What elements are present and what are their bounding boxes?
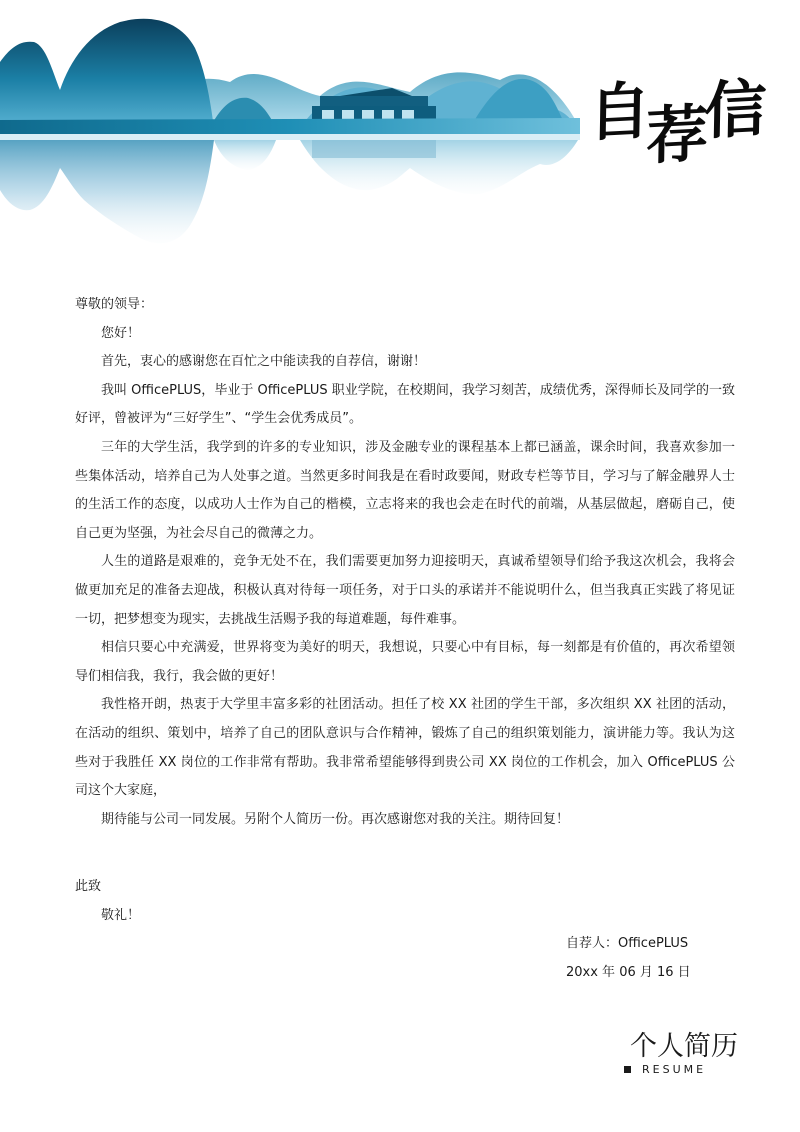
logo-cn-text: 个人简历 (630, 1031, 738, 1062)
paragraph: 三年的大学生活，我学到的许多的专业知识，涉及金融专业的课程基本上都已涵盖，课余时间，我喜欢参加一些集体活动，培养自己为人处事之道。当然更多时间我是在看时政要闻，财政专栏等节目，学习与了解金融界人士的生活工作的态度，以成功人士作为自己的楷模，立志将来的我也会走在时代的前端，从基层做起，磨砺自己，使自己更为坚强，为社会尽自己的微薄之力。 (75, 439, 735, 541)
signature-date: 20xx 年 06 月 16 日 (566, 964, 691, 980)
title-glyph: 自 (588, 73, 648, 150)
paragraph: 我性格开朗，热衷于大学里丰富多彩的社团活动。担任了校 XX 社团的学生干部，多次组织 XX 社团的活动，在活动的组织、策划中，培养了自己的团队意识与合作精神，锻炼了自己的组织策划能力，演讲能力等。我认为这些对于我胜任 XX 岗位的工作非常有帮助。我非常希望能够得到贵公司 XX 岗位的工作机会，加入 OfficePLUS 公司这个大家庭， (75, 697, 735, 799)
title-glyph: 荐 (645, 96, 705, 174)
paragraph: 期待能与公司一同发展。另附个人简历一份。再次感谢您对我的关注。期待回复！ (101, 811, 570, 827)
closing-line: 此致 (75, 879, 102, 894)
logo-square-icon (624, 1066, 631, 1073)
signature-name: 自荐人：OfficePLUS (566, 936, 689, 951)
paragraph: 首先，衷心的感谢您在百忙之中能读我的自荐信，谢谢！ (101, 354, 427, 370)
paragraph: 我叫 OfficePLUS，毕业于 OfficePLUS 职业学院，在校期间，我学习刻苦，成绩优秀，深得师长及同学的一致好评，曾被评为“三好学生”、“学生会优秀成员”。 (75, 382, 735, 427)
closing-wish: 敬礼！ (101, 907, 141, 923)
paragraph: 您好！ (101, 325, 141, 341)
title-glyph: 信 (703, 71, 764, 148)
page-title (587, 73, 779, 203)
salutation: 尊敬的领导： (75, 297, 154, 312)
signature (566, 930, 691, 987)
paragraph: 相信只要心中充满爱，世界将变为美好的明天，我想说，只要心中有目标，每一刻都是有价值的，再次希望领导们相信我，我行，我会做的更好！ (75, 640, 735, 684)
paragraph: 人生的道路是艰难的，竞争无处不在，我们需要更加努力迎接明天，真诚希望领导们给予我这次机会，我将会做更加充足的准备去迎战，积极认真对待每一项任务，对于口头的承诺并不能说明什么，但当我真正实践了将见证一切，把梦想变为现实，去挑战生活赐予我的每道难题，每件难事。 (75, 554, 735, 627)
resume-logo (622, 1033, 742, 1081)
letter-body (75, 291, 735, 834)
logo-en-text: RESUME (642, 1063, 707, 1076)
closing (75, 873, 140, 930)
